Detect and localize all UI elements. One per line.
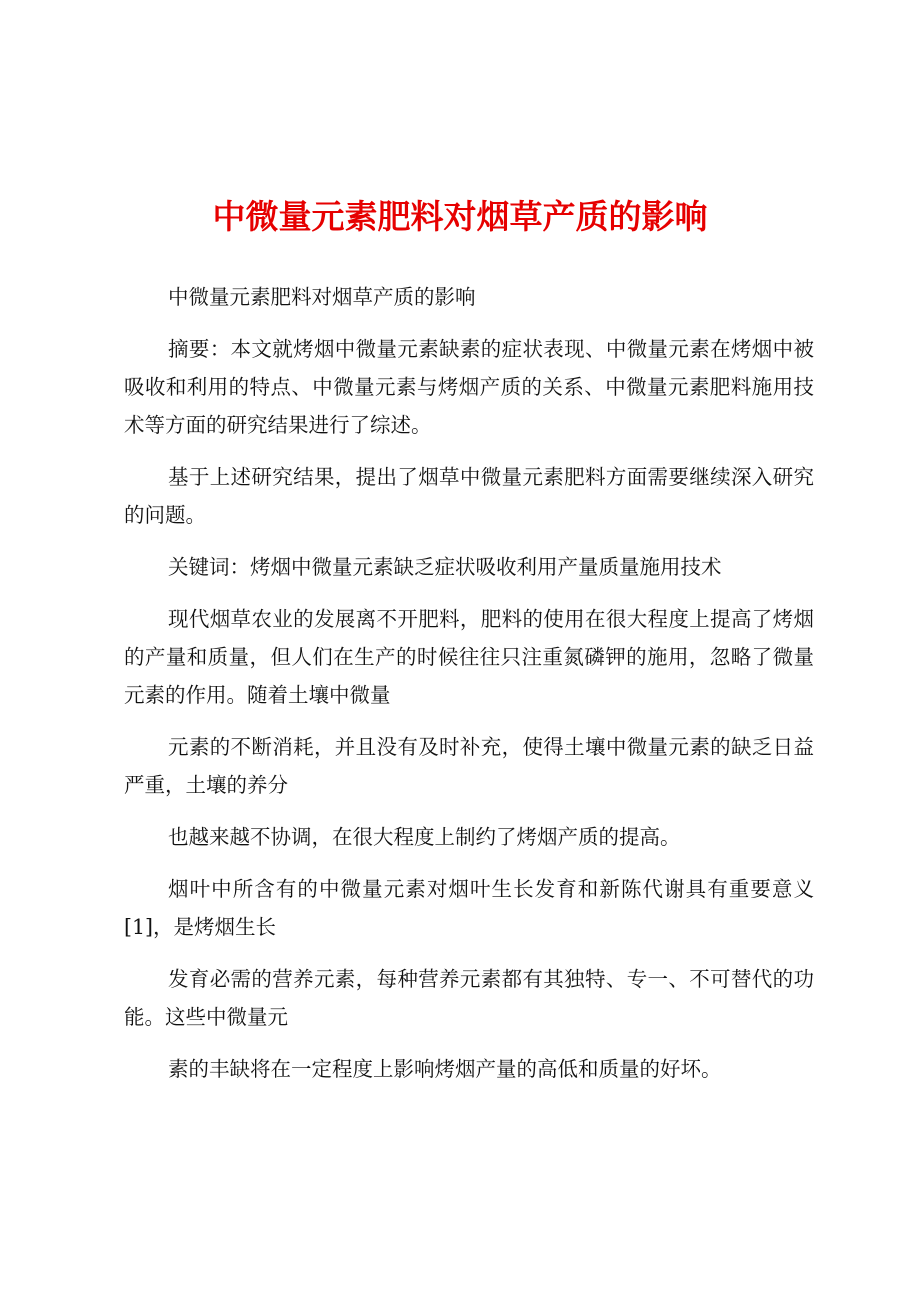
paragraph-body: 烟叶中所含有的中微量元素对烟叶生长发育和新陈代谢具有重要意义[1]，是烤烟生长 xyxy=(124,877,814,939)
document-body xyxy=(124,278,814,1102)
paragraph-body: 元素的不断消耗，并且没有及时补充，使得土壤中微量元素的缺乏日益严重，土壤的养分 xyxy=(124,735,814,797)
paragraph-body: 素的丰缺将在一定程度上影响烤烟产量的高低和质量的好坏。 xyxy=(168,1057,722,1081)
paragraph-body: 发育必需的营养元素，每种营养元素都有其独特、专一、不可替代的功能。这些中微量元 xyxy=(124,967,814,1029)
paragraph-keywords: 关键词：烤烟中微量元素缺乏症状吸收利用产量质量施用技术 xyxy=(168,555,722,579)
paragraph-abstract-conclusion: 基于上述研究结果，提出了烟草中微量元素肥料方面需要继续深入研究的问题。 xyxy=(124,465,814,527)
document-title: 中微量元素肥料对烟草产质的影响 xyxy=(212,197,708,236)
paragraph-subtitle: 中微量元素肥料对烟草产质的影响 xyxy=(168,285,476,309)
paragraph-abstract: 摘要：本文就烤烟中微量元素缺素的症状表现、中微量元素在烤烟中被吸收和利用的特点、中微量元素与烤烟产质的关系、中微量元素肥料施用技术等方面的研究结果进行了综述。 xyxy=(124,337,814,437)
paragraph-body: 也越来越不协调，在很大程度上制约了烤烟产质的提高。 xyxy=(168,825,681,849)
paragraph-body: 现代烟草农业的发展离不开肥料，肥料的使用在很大程度上提高了烤烟的产量和质量，但人们在生产的时候往往只注重氮磷钾的施用，忽略了微量元素的作用。随着土壤中微量 xyxy=(124,607,814,707)
